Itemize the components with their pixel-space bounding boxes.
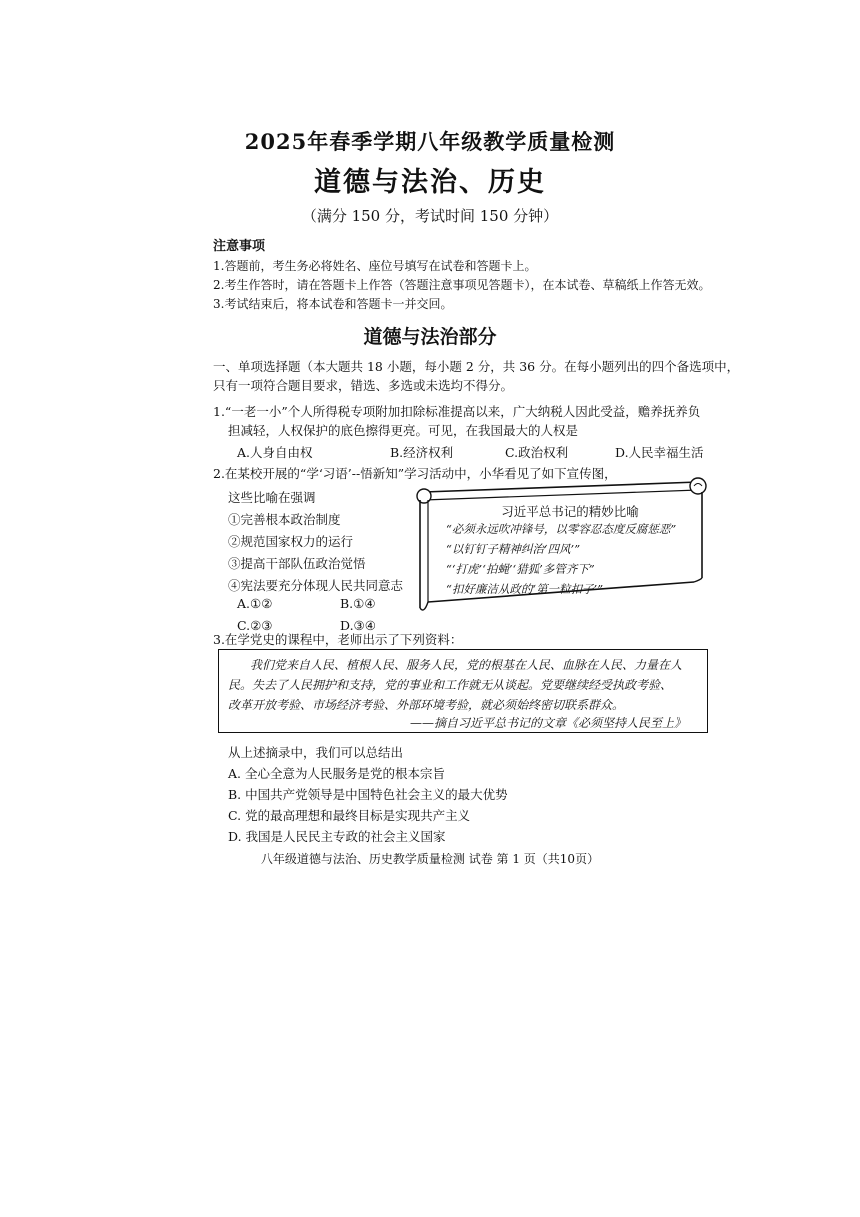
q2-item-1: ①完善根本政治制度	[228, 512, 341, 527]
q2-stem-line1: 2.在某校开展的“学‘习语’--悟新知”学习活动中，小华看见了如下宣传图，	[213, 466, 617, 481]
q1-stem-line1: 1.“一老一小”个人所得税专项附加扣除标准提高以来，广大纳税人因此受益，赡养抚养负	[213, 404, 701, 419]
q3-option-b: B. 中国共产党领导是中国特色社会主义的最大优势	[228, 787, 508, 802]
q3-quote-line-3: 改革开放考验、市场经济考验、外部环境考验，就必须始终密切联系群众。	[228, 698, 625, 712]
page-footer: 八年级道德与法治、历史教学质量检测 试卷 第 1 页（共10页）	[260, 852, 600, 866]
section-instructions-line2: 只有一项符合题目要求，错选、多选或未选均不得分。	[213, 378, 514, 393]
section-instructions-line1: 一、单项选择题（本大题共 18 小题，每小题 2 分，共 36 分。在每小题列出的四个备选项中，	[213, 359, 740, 374]
q1-option-d: D.人民幸福生活	[615, 445, 704, 460]
q3-option-c: C. 党的最高理想和最终目标是实现共产主义	[228, 808, 471, 823]
poster-line-2: “以钉钉子精神纠治‘四风’”	[446, 542, 581, 556]
exam-score-time: （满分 150 分，考试时间 150 分钟）	[301, 207, 559, 225]
q3-option-d: D. 我国是人民民主专政的社会主义国家	[228, 829, 446, 844]
poster-line-3: “‘打虎’‘拍蝇’‘猎狐’多管齐下”	[446, 562, 595, 576]
q2-item-3: ③提高干部队伍政治觉悟	[228, 556, 366, 571]
exam-subject-title: 道德与法治、历史	[314, 167, 546, 198]
q2-option-b: B.①④	[340, 596, 376, 611]
q2-item-4: ④宪法要充分体现人民共同意志	[228, 578, 404, 593]
poster-line-4: “扣好廉洁从政的‘第一粒扣子’”	[446, 582, 604, 596]
q1-option-b: B.经济权利	[390, 445, 454, 460]
note-item-2: 2.考生作答时，请在答题卡上作答（答题注意事项见答题卡），在本试卷、草稿纸上作答无效。	[213, 278, 711, 292]
q2-stem-line2: 这些比喻在强调	[228, 490, 316, 505]
q3-stem: 从上述摘录中，我们可以总结出	[228, 745, 404, 760]
note-item-1: 1.答题前，考生务必将姓名、座位号填写在试卷和答题卡上。	[213, 259, 537, 273]
poster-line-1: “必须永远吹冲锋号，以零容忍态度反腐惩恶”	[446, 522, 677, 536]
notes-heading: 注意事项	[213, 239, 266, 254]
q3-quote-line-1: 我们党来自人民、植根人民、服务人民，党的根基在人民、血脉在人民、力量在人	[250, 658, 683, 672]
q1-option-a: A.人身自由权	[237, 445, 313, 460]
q1-stem-line2: 担减轻，人权保护的底色擦得更亮。可见，在我国最大的人权是	[228, 423, 579, 438]
poster-title: 习近平总书记的精妙比喻	[501, 504, 639, 519]
q2-option-c: C.②③	[237, 618, 273, 633]
q3-quote-line-2: 民。失去了人民拥护和支持，党的事业和工作就无从谈起。党要继续经受执政考验、	[228, 678, 673, 692]
exam-title: 2025年春季学期八年级教学质量检测	[244, 129, 616, 154]
q2-option-d: D.③④	[340, 618, 376, 633]
q3-quote-source: ——摘自习近平总书记的文章《必须坚持人民至上》	[410, 716, 687, 730]
q2-option-a: A.①②	[237, 596, 273, 611]
section-title: 道德与法治部分	[363, 326, 497, 348]
note-item-3: 3.考试结束后，将本试卷和答题卡一并交回。	[213, 297, 453, 311]
q2-item-2: ②规范国家权力的运行	[228, 534, 354, 549]
q1-option-c: C.政治权利	[505, 445, 569, 460]
q3-intro: 3.在学党史的课程中，老师出示了下列资料：	[213, 632, 463, 647]
q3-option-a: A. 全心全意为人民服务是党的根本宗旨	[228, 766, 445, 781]
